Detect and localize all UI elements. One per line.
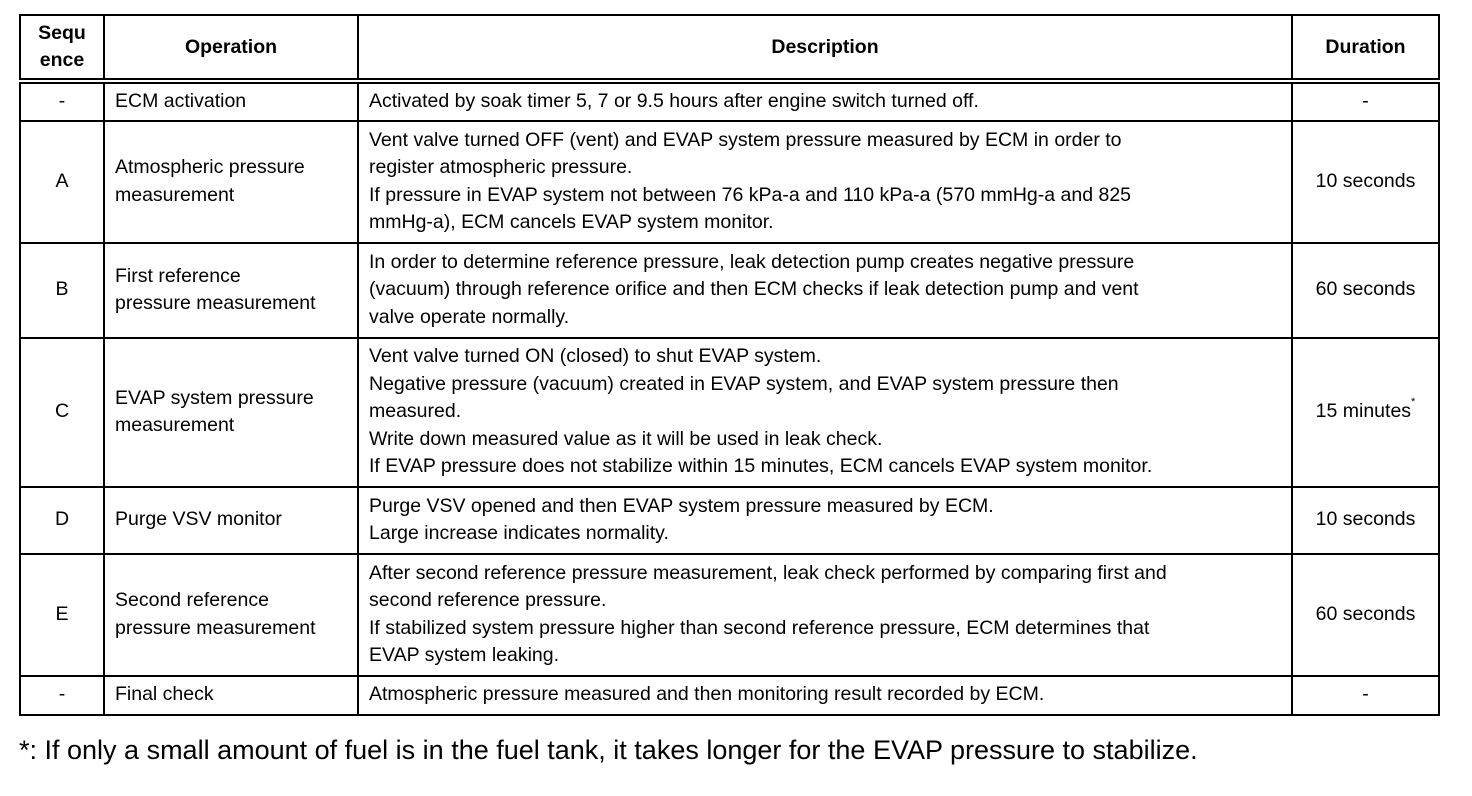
sequence-cell: D	[20, 487, 104, 554]
duration-cell	[1292, 243, 1439, 338]
operation-line: pressure measurement	[115, 616, 316, 639]
description-line: Vent valve turned OFF (vent) and EVAP system pressure measured by ECM in order to	[369, 128, 1122, 151]
operation-line: Purge VSV monitor	[115, 508, 282, 531]
duration-value: 60 seconds	[1315, 602, 1416, 625]
description-line: valve operate normally.	[369, 305, 570, 328]
operation-line: EVAP system pressure	[115, 386, 314, 409]
operation-cell	[104, 81, 358, 121]
duration-value: 10 seconds	[1315, 169, 1416, 192]
description-line: second reference pressure.	[369, 589, 607, 611]
duration-cell	[1292, 338, 1439, 487]
description-cell	[358, 554, 1292, 676]
description-line: Atmospheric pressure measured and then monitoring result recorded by ECM.	[369, 683, 1045, 706]
description-cell	[358, 676, 1292, 715]
sequence-cell: B	[20, 243, 104, 338]
operation-line: Final check	[115, 683, 214, 706]
operation-line: Second reference	[115, 589, 269, 611]
table-row	[20, 338, 1439, 487]
header-sequence-line-2: ence	[39, 49, 85, 71]
sequence-cell: -	[20, 81, 104, 121]
description-line: In order to determine reference pressure, leak detection pump creates negative pressure	[369, 250, 1135, 273]
table-row	[20, 121, 1439, 243]
description-line: Write down measured value as it will be used in leak check.	[369, 427, 883, 450]
table-row	[20, 676, 1439, 715]
operation-cell	[104, 243, 358, 338]
header-operation: Operation	[104, 15, 358, 81]
operation-line: Atmospheric pressure	[115, 156, 305, 178]
description-line: Purge VSV opened and then EVAP system pressure measured by ECM.	[369, 494, 994, 517]
description-cell	[358, 121, 1292, 243]
footnote-text: *: If only a small amount of fuel is in the fuel tank, it takes longer for the EVAP pressure to stabilize.	[19, 735, 1198, 765]
operation-cell	[104, 487, 358, 554]
description-line: If pressure in EVAP system not between 76 kPa-a and 110 kPa-a (570 mmHg-a and 825	[369, 183, 1132, 206]
sequence-cell: C	[20, 338, 104, 487]
operation-cell	[104, 338, 358, 487]
operation-line: measurement	[115, 414, 235, 436]
duration-footnote-mark: *	[1411, 396, 1416, 409]
sequence-cell: -	[20, 676, 104, 715]
duration-value: -	[1362, 90, 1369, 112]
operation-line: pressure measurement	[115, 292, 316, 314]
duration-value: -	[1362, 683, 1369, 706]
description-line: Negative pressure (vacuum) created in EVAP system, and EVAP system pressure then	[369, 372, 1119, 395]
duration-cell	[1292, 676, 1439, 715]
evap-monitor-table-container	[19, 14, 1440, 716]
description-line: mmHg-a), ECM cancels EVAP system monitor.	[369, 211, 774, 233]
table-row	[20, 554, 1439, 676]
header-sequence	[20, 15, 104, 81]
duration-cell	[1292, 487, 1439, 554]
duration-value: 10 seconds	[1315, 508, 1416, 531]
description-line: If stabilized system pressure higher than second reference pressure, ECM determines that	[369, 616, 1150, 639]
description-line: If EVAP pressure does not stabilize within 15 minutes, ECM cancels EVAP system monitor.	[369, 455, 1153, 478]
table-header-row	[20, 15, 1439, 81]
description-line: Activated by soak timer 5, 7 or 9.5 hours after engine switch turned off.	[369, 90, 979, 112]
table-row	[20, 81, 1439, 121]
sequence-cell: A	[20, 121, 104, 243]
table-row	[20, 243, 1439, 338]
duration-value: 60 seconds	[1315, 278, 1416, 301]
description-cell	[358, 487, 1292, 554]
description-line: measured.	[369, 400, 462, 423]
header-sequence-line-1: Sequ	[38, 22, 86, 44]
operation-line: First reference	[115, 264, 241, 287]
operation-line: ECM activation	[115, 90, 247, 112]
header-description: Description	[358, 15, 1292, 81]
duration-cell	[1292, 554, 1439, 676]
description-cell	[358, 338, 1292, 487]
description-line: Large increase indicates normality.	[369, 522, 669, 544]
description-line: register atmospheric pressure.	[369, 156, 633, 178]
evap-monitor-sequence-table	[19, 14, 1440, 716]
header-duration: Duration	[1292, 15, 1439, 81]
duration-cell	[1292, 121, 1439, 243]
description-line: Vent valve turned ON (closed) to shut EVAP system.	[369, 345, 822, 368]
operation-cell	[104, 554, 358, 676]
description-cell	[358, 243, 1292, 338]
duration-cell	[1292, 81, 1439, 121]
sequence-cell: E	[20, 554, 104, 676]
description-line: (vacuum) through reference orifice and then ECM checks if leak detection pump and vent	[369, 278, 1139, 301]
duration-value: 15 minutes	[1315, 400, 1412, 423]
operation-cell	[104, 676, 358, 715]
description-line: After second reference pressure measurement, leak check performed by comparing first and	[369, 561, 1167, 584]
description-line: EVAP system leaking.	[369, 644, 560, 666]
operation-cell	[104, 121, 358, 243]
operation-line: measurement	[115, 183, 235, 206]
description-cell	[358, 81, 1292, 121]
table-row	[20, 487, 1439, 554]
